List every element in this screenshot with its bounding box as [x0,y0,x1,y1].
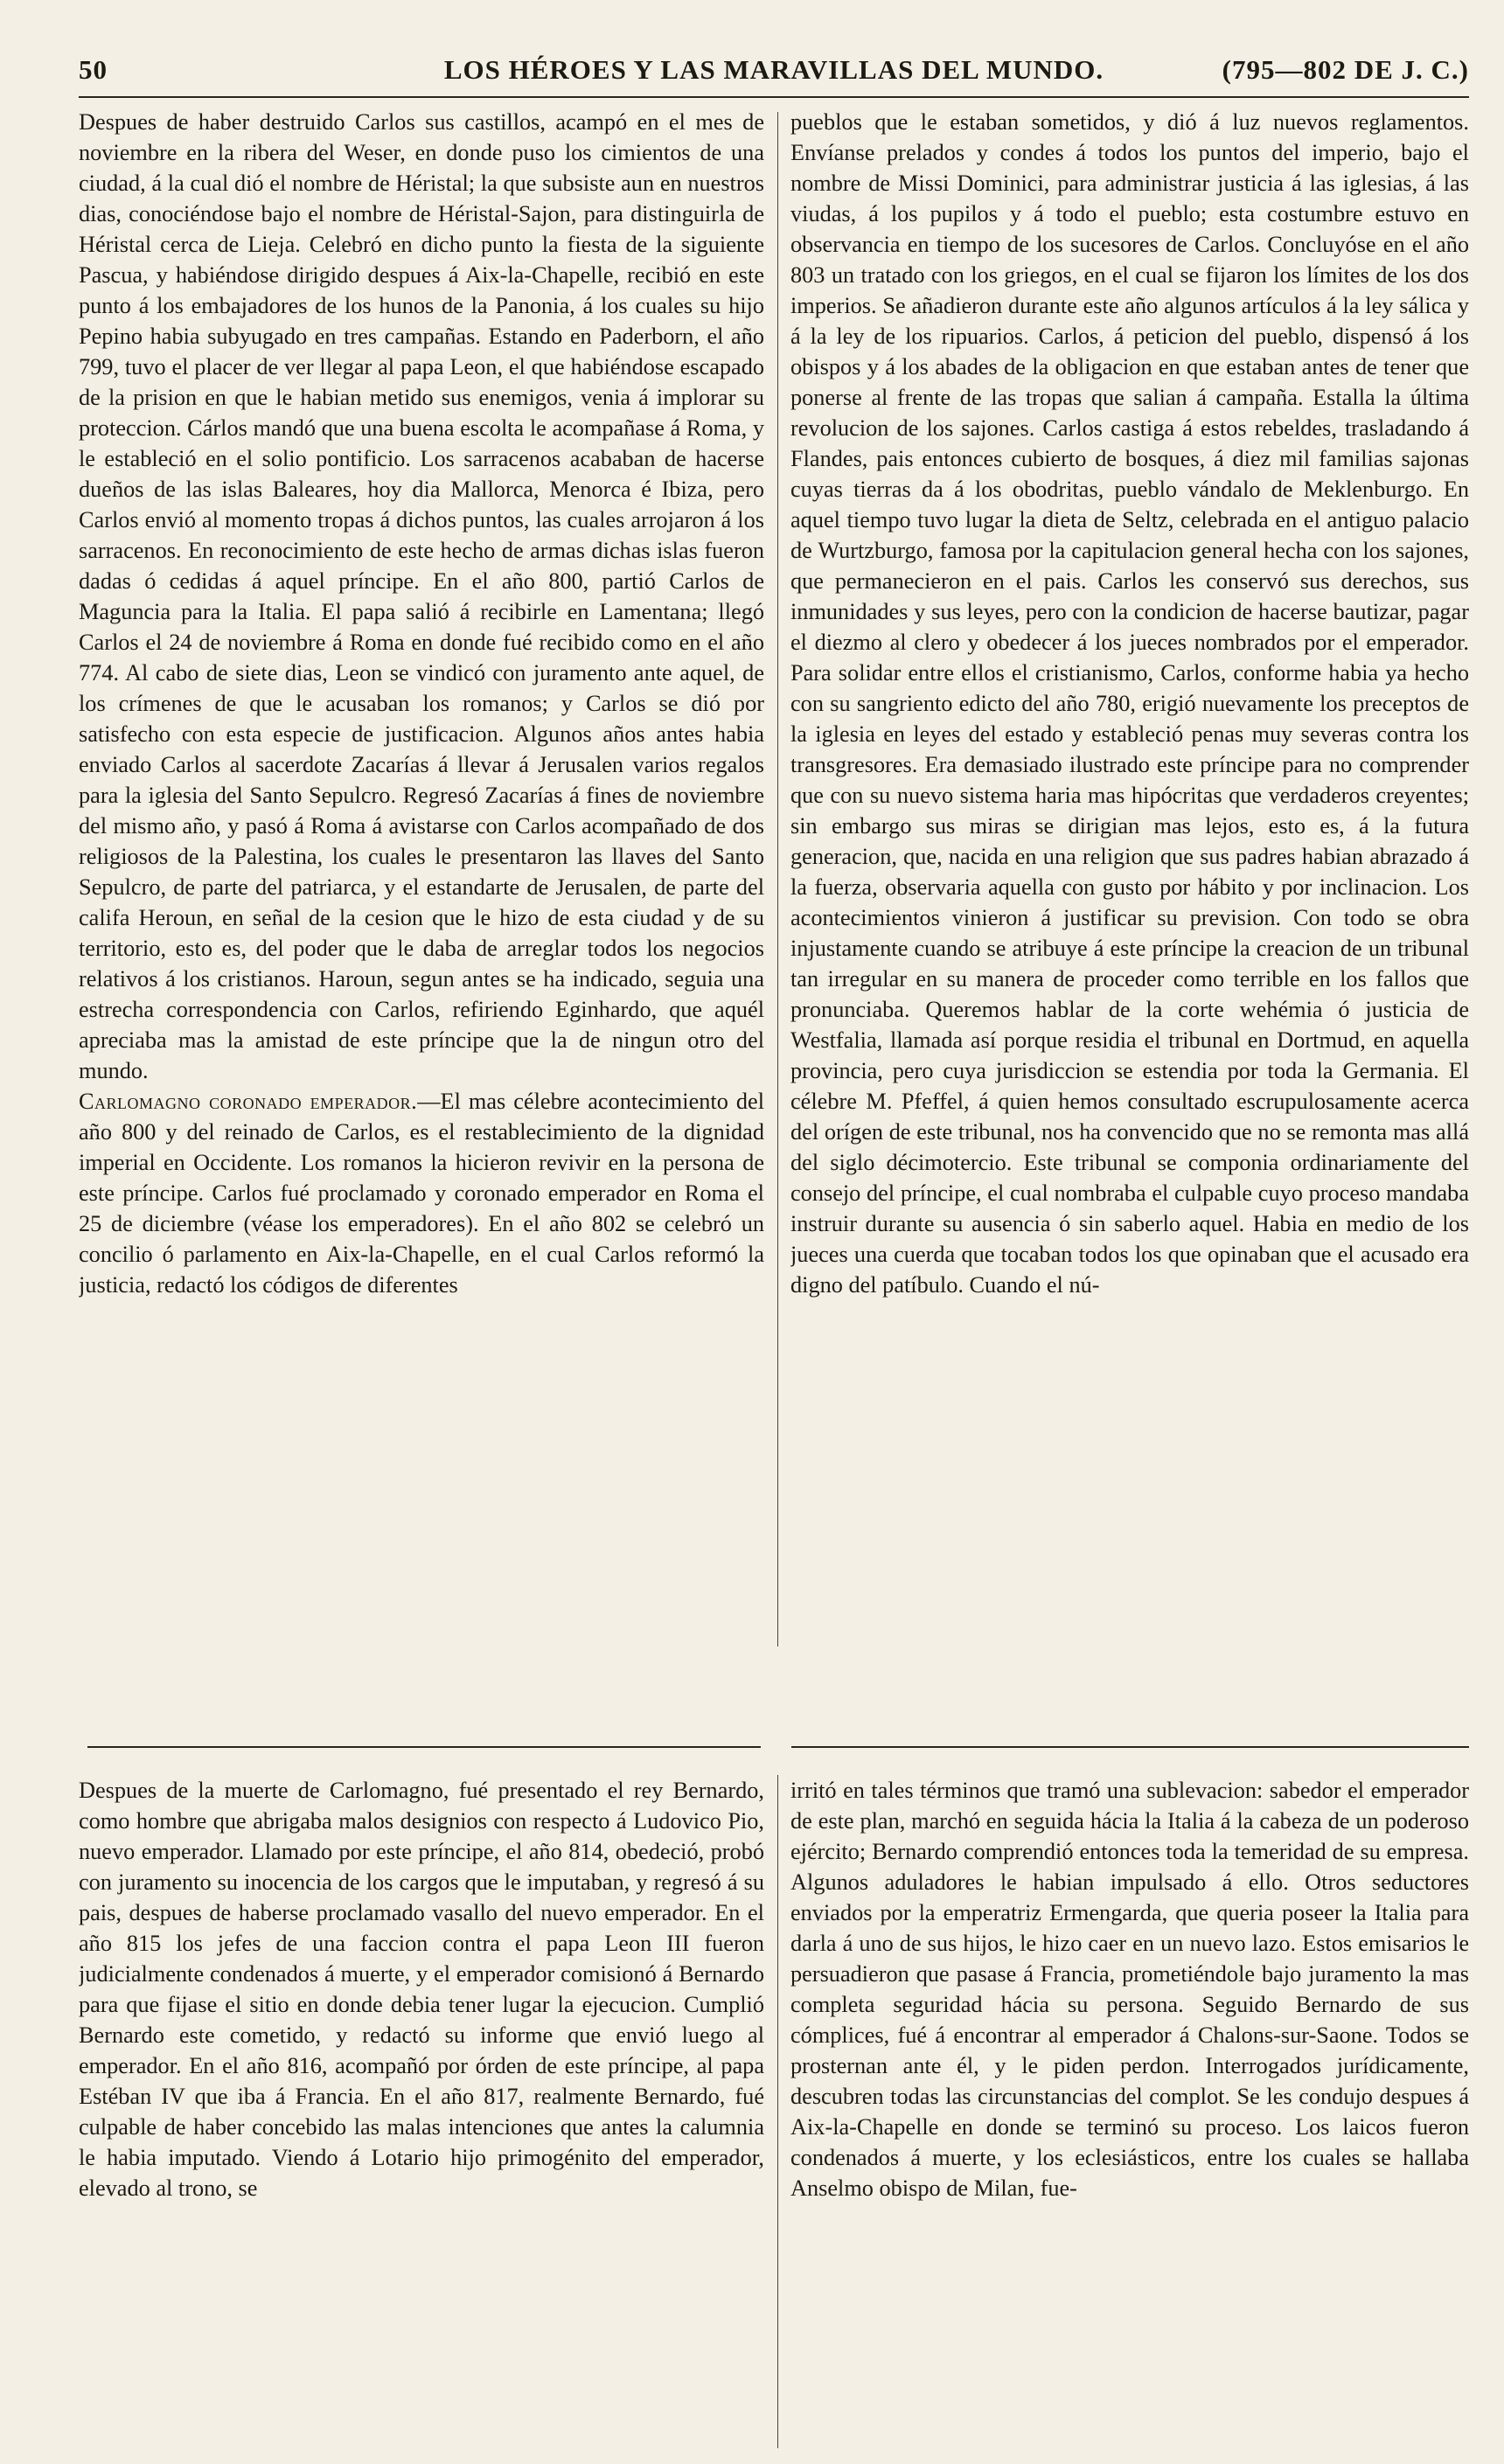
section-rule-left [87,1746,761,1748]
page-header [79,54,1469,94]
paragraph [79,1086,764,1300]
section-rule-right [791,1746,1469,1748]
paragraph-text: —El mas célebre acontecimiento del año 800 y del reinado de Carlos, es el restablecimiento de la dignidad imperial en Occidente. Los romanos la hicieron revivir en la persona de este príncipe. Carlos fué proclamado y coronado emperador en Roma el 25 de diciembre (véase los emperadores). En el año 802 se celebró un concilio ó parlamento en Aix-la-Chapelle, en el cual Carlos reformó la justicia, redactó los códigos de diferentes [79,1089,764,1298]
top-left-column [79,107,764,1642]
header-rule [79,96,1469,98]
running-title: LOS HÉROES Y LAS MARAVILLAS DEL MUNDO. [443,54,1104,85]
column-divider [777,112,778,1646]
bottom-right-column [790,1775,1469,2448]
section-heading: Carlomagno coronado emperador. [79,1089,418,1114]
date-range: (795—802 DE J. C.) [1222,54,1469,85]
paragraph: pueblos que le estaban sometidos, y dió á luz nuevos reglamentos. Envíanse prelados y condes á todos los puntos del imperio, bajo el nombre de Missi Dominici, para administrar justicia á las iglesias, á las viudas, á los pupilos y á todo el pueblo; esta costumbre estuvo en observancia en tiempo de los sucesores de Carlos. Concluyóse en el año 803 un tratado con los griegos, en el cual se fijaron los límites de los dos imperios. Se añadieron durante este año algunos artículos á la ley sálica y á la ley de los ripuarios. Carlos, á peticion del pueblo, dispensó á los obispos y á los abades de la obligacion en que estaban antes de tener que ponerse al frente de las tropas que salian á campaña. Estalla la última revolucion de los sajones. Carlos castiga á estos rebeldes, trasladando á Flandes, pais entonces cubierto de bosques, á diez mil familias sajonas cuyas tierras da á los obodritas, pueblo vándalo de Meklenburgo. En aquel tiempo tuvo lugar la dieta de Seltz, celebrada en el antiguo palacio de Wurtzburgo, famosa por la capitulacion general hecha con los sajones, que permanecieron en el pais. Carlos les conservó sus derechos, sus inmunidades y sus leyes, pero con la condicion de hacerse bautizar, pagar el diezmo al clero y obedecer á los jueces nombrados por el emperador. Para solidar entre ellos el cristianismo, Carlos, conforme habia ya hecho con su sangriento edicto del año 780, erigió nuevamente los preceptos de la iglesia en leyes del estado y estableció penas muy severas contra los transgresores. Era demasiado ilustrado este príncipe para no comprender que con su nuevo sistema haria mas hipócritas que verdaderos creyentes; sin embargo sus miras se dirigian mas lejos, esto es, á la futura generacion, que, nacida en una religion que sus padres habian abrazado á la fuerza, observaria aquella con gusto por hábito y por inclinacion. Los acontecimientos vinieron á justificar su prevision. Con todo se obra injustamente cuando se atribuye á este príncipe la creacion de un tribunal tan irregular en su manera de proceder como terrible en los fallos que pronunciaba. Queremos hablar de la corte wehémia ó justicia de Westfalia, llamada así porque residia el tribunal en Dortmud, en aquella provincia, pero cuya jurisdiccion se estendia por toda la Germania. El célebre M. Pfeffel, á quien hemos consultado escrupulosamente acerca del orígen de este tribunal, nos ha convencido que no se remonta mas allá del siglo décimotercio. Este tribunal se componia ordinariamente del consejo del príncipe, el cual nombraba el culpable cuyo proceso mandaba instruir durante su ausencia ó sin saberlo aquel. Habia en medio de los jueces una cuerda que tocaban todos los que opinaban que el acusado era digno del patíbulo. Cuando el nú- [790,109,1469,1298]
top-right-column [790,107,1469,1642]
paragraph: Despues de la muerte de Carlomagno, fué presentado el rey Bernardo, como hombre que abrigaba malos designios con respecto á Ludovico Pio, nuevo emperador. Llamado por este príncipe, el año 814, obedeció, probó con juramento su inocencia de los cargos que le imputaban, y regresó á su pais, despues de haberse proclamado vasallo del nuevo emperador. En el año 815 los jefes de una faccion contra el papa Leon III fueron judicialmente condenados á muerte, y el emperador comisionó á Bernardo para que fijase el sitio en donde debia tener lugar la ejecucion. Cumplió Bernardo este cometido, y redactó su informe que envió luego al emperador. En el año 816, acompañó por órden de este príncipe, al papa Estéban IV que iba á Francia. En el año 817, realmente Bernardo, fué culpable de haber concebido las malas intenciones que antes la calumnia le habia imputado. Viendo á Lotario hijo primogénito del emperador, elevado al trono, se [79,1778,764,2201]
page-number: 50 [79,54,108,85]
column-divider [777,1775,778,2448]
bottom-left-column [79,1775,764,2448]
paragraph: Despues de haber destruido Carlos sus castillos, acampó en el mes de noviembre en la ribera del Weser, en donde puso los cimientos de una ciudad, á la cual dió el nombre de Héristal; la que subsiste aun en nuestros dias, conociéndose bajo el nombre de Héristal-Sajon, para distinguirla de Héristal cerca de Lieja. Celebró en dicho punto la fiesta de la siguiente Pascua, y habiéndose dirigido despues á Aix-la-Chapelle, recibió en este punto á los embajadores de los hunos de la Panonia, á los cuales su hijo Pepino habia subyugado en tres campañas. Estando en Paderborn, el año 799, tuvo el placer de ver llegar al papa Leon, el que habiéndose escapado de la prision en que le habian metido sus enemigos, venia á implorar su proteccion. Cárlos mandó que una buena escolta le acompañase á Roma, y le estableció en el solio pontificio. Los sarracenos acababan de hacerse dueños de las islas Baleares, hoy dia Mallorca, Menorca é Ibiza, pero Carlos envió al momento tropas á dichos puntos, las cuales arrojaron á los sarracenos. En reconocimiento de este hecho de armas dichas islas fueron dadas ó cedidas á aquel príncipe. En el año 800, partió Carlos de Maguncia para la Italia. El papa salió á recibirle en Lamentana; llegó Carlos el 24 de noviembre á Roma en donde fué recibido como en el año 774. Al cabo de siete dias, Leon se vindicó con juramento ante aquel, de los crímenes de que le acusaban los romanos; y Carlos se dió por satisfecho con esta especie de justificacion. Algunos años antes habia enviado Carlos al sacerdote Zacarías á llevar á Jerusalen varios regalos para la iglesia del Santo Sepulcro. Regresó Zacarías á fines de noviembre del mismo año, y pasó á Roma á avistarse con Carlos acompañado de dos religiosos de la Palestina, los cuales le presentaron las llaves del Santo Sepulcro, de parte del patriarca, y el estandarte de Jerusalen, de parte del califa Heroun, en señal de la cesion que le hizo de esta ciudad y de su territorio, esto es, del poder que le daba de arreglar todos los negocios relativos á los cristianos. Haroun, segun antes se ha indicado, seguia una estrecha correspondencia con Carlos, refiriendo Eginhardo, que aquél apreciaba mas la amistad de este príncipe que la de ningun otro del mundo. [79,109,764,1083]
paragraph: irritó en tales términos que tramó una sublevacion: sabedor el emperador de este plan, marchó en seguida hácia la Italia á la cabeza de un poderoso ejército; Bernardo comprendió entonces toda la temeridad de su empresa. Algunos aduladores le habian impulsado á ello. Otros seductores enviados por la emperatriz Ermengarda, que queria poseer la Italia para darla á uno de sus hijos, le hizo caer en un nuevo lazo. Estos emisarios le persuadieron que pasase á Francia, prometiéndole bajo juramento la mas completa seguridad hácia su persona. Seguido Bernardo de sus cómplices, fué á encontrar al emperador á Chalons-sur-Saone. Todos se prosternan ante él, y le piden perdon. Interrogados jurídicamente, descubren todas las circunstancias del complot. Se les condujo despues á Aix-la-Chapelle en donde se terminó su proceso. Los laicos fueron condenados á muerte, y los eclesiásticos, entre los cuales se hallaba Anselmo obispo de Milan, fue- [790,1778,1469,2201]
